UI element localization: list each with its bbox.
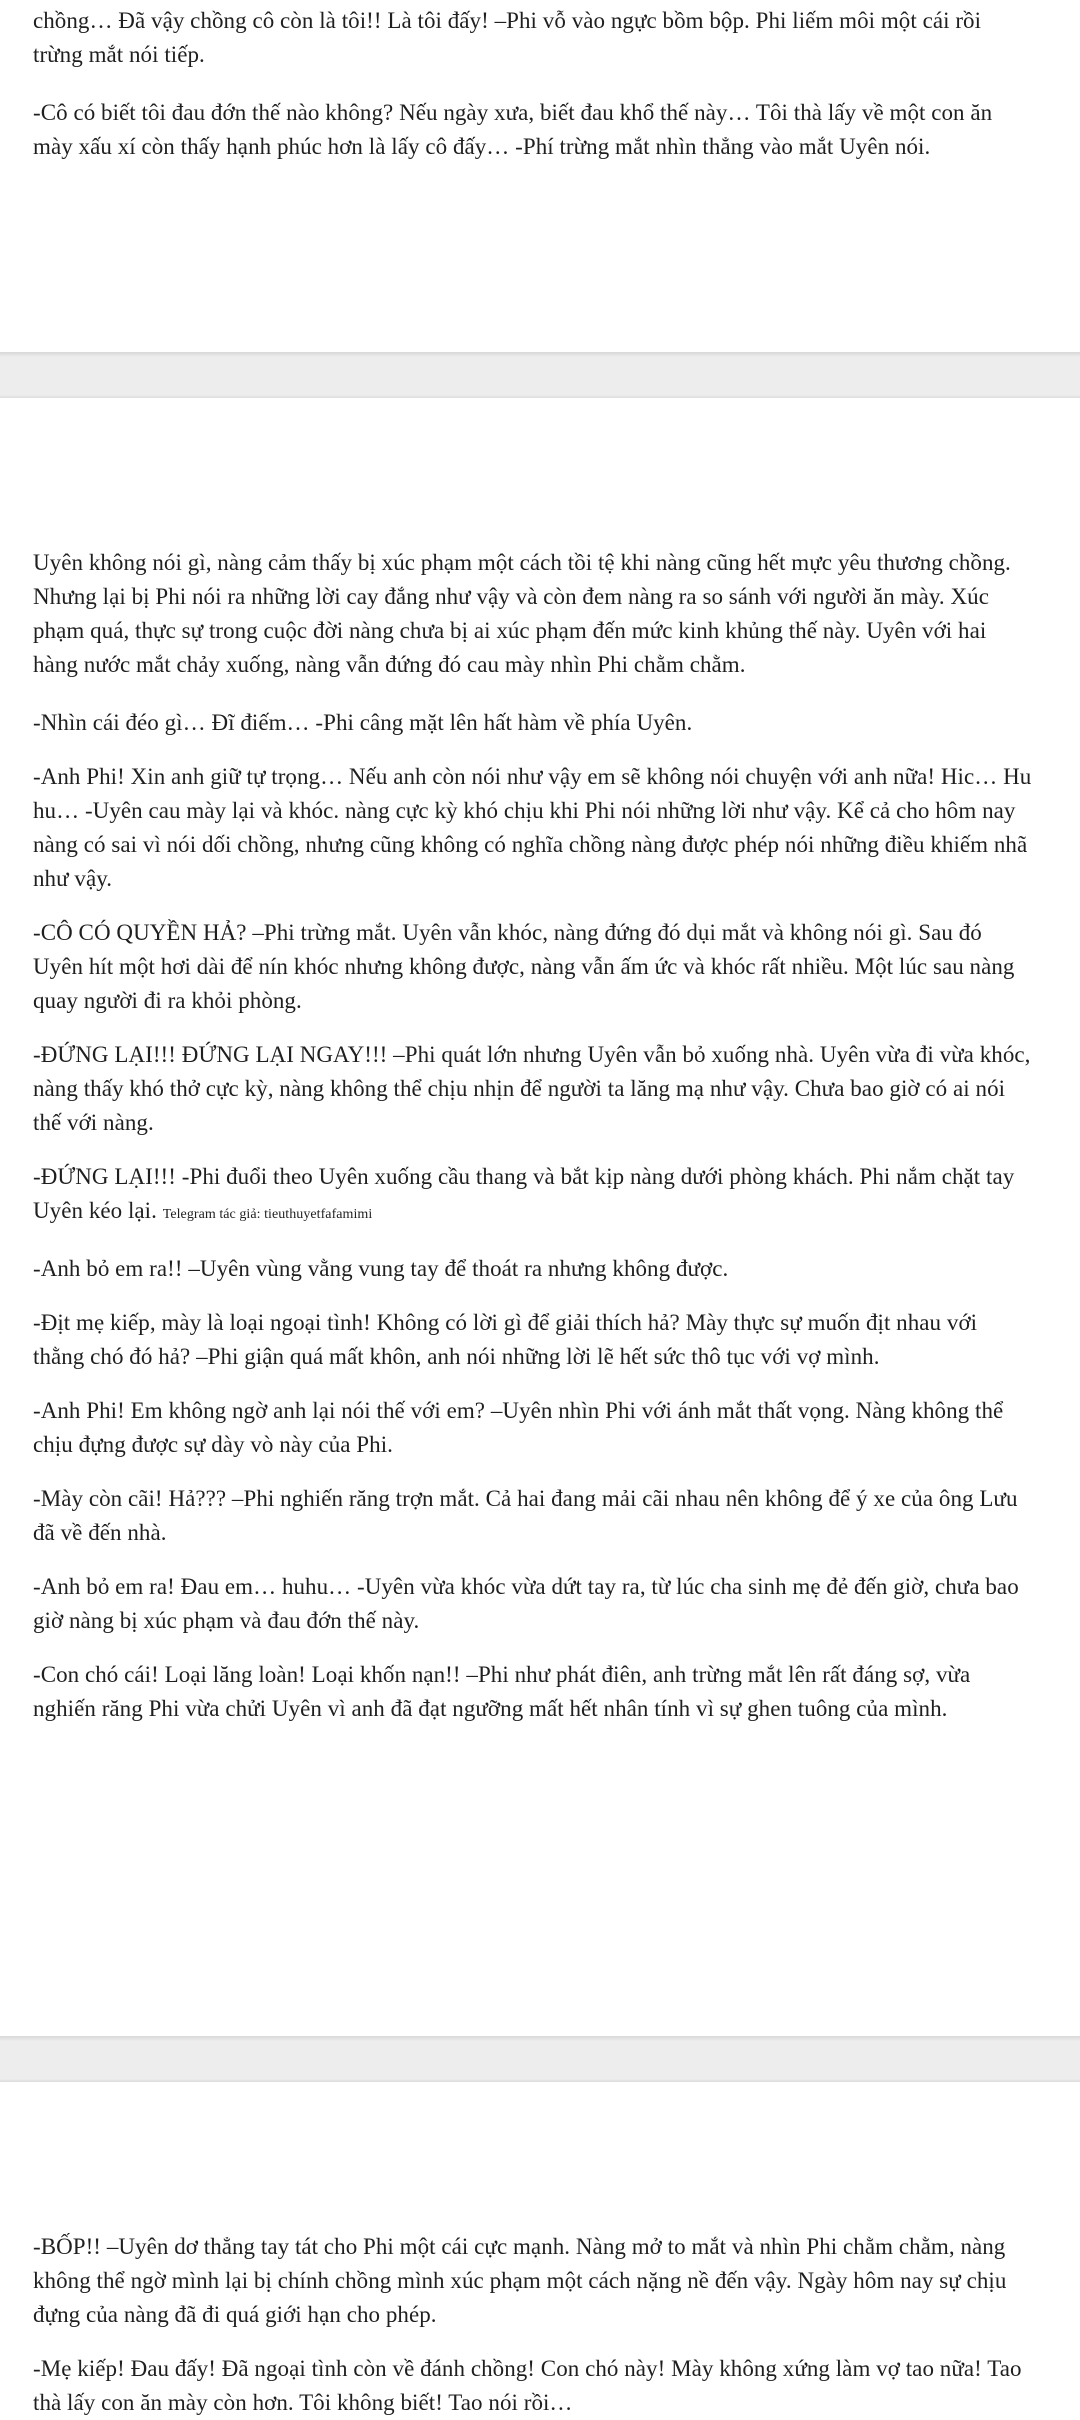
paragraph: -Anh Phi! Xin anh giữ tự trọng… Nếu anh còn nói như vậy em sẽ không nói chuyện với anh nữa! Hic… Hu hu… -Uyên cau mày lại và khóc. nàng cực kỳ khó chịu khi Phi nói những lời như vậy. Kể cả cho hôm nay nàng có sai vì nói dối chồng, nhưng cũng không có nghĩa chồng nàng được phép nói những điều khiếm nhã như vậy. (33, 764, 1032, 891)
paragraph: -Anh bỏ em ra!! –Uyên vùng vằng vung tay để thoát ra nhưng không được. (33, 1256, 729, 1281)
paragraph: -Nhìn cái đéo gì… Đĩ điếm… -Phi câng mặt lên hất hàm về phía Uyên. (33, 710, 693, 735)
page-separator (0, 352, 1080, 398)
paragraph: -Anh bỏ em ra! Đau em… huhu… -Uyên vừa khóc vừa dứt tay ra, từ lúc cha sinh mẹ đẻ đến giờ, chưa bao giờ nàng bị xúc phạm và đau đớn thế này. (33, 1574, 1019, 1633)
paragraph: -Mẹ kiếp! Đau đấy! Đã ngoại tình còn về đánh chồng! Con chó này! Mày không xứng làm vợ tao nữa! Tao thà lấy con ăn mày còn hơn. Tôi không biết! Tao nói rồi… (33, 2356, 1022, 2415)
page-separator (0, 2036, 1080, 2082)
paragraph: -Địt mẹ kiếp, mày là loại ngoại tình! Không có lời gì để giải thích hả? Mày thực sự muốn địt nhau với thằng chó đó hả? –Phi giận quá mất khôn, anh nói những lời lẽ hết sức thô tục với vợ mình. (33, 1310, 978, 1369)
paragraph: -BỐP!! –Uyên dơ thẳng tay tát cho Phi một cái cực mạnh. Nàng mở to mắt và nhìn Phi chằm chằm, nàng không thể ngờ mình lại bị chính chồng mình xúc phạm một cách nặng nề đến vậy. Ngày hôm nay sự chịu đựng của nàng đã đi quá giới hạn cho phép. (33, 2234, 1007, 2327)
paragraph: -CÔ CÓ QUYỀN HẢ? –Phi trừng mắt. Uyên vẫn khóc, nàng đứng đó dụi mắt và không nói gì. Sau đó Uyên hít một hơi dài để nín khóc nhưng không được, nàng vẫn ấm ức và khóc rất nhiều. Một lúc sau nàng quay người đi ra khỏi phòng. (33, 920, 1015, 1013)
telegram-note: Telegram tác giả: tieuthuyetfafamimi (162, 1207, 373, 1222)
paragraph-text: -ĐỨNG LẠI!!! -Phi đuổi theo Uyên xuống cầu thang và bắt kịp nàng dưới phòng khách. Phi nắm chặt tay Uyên kéo lại. (33, 1164, 1015, 1223)
document-page-2 (0, 398, 1080, 2036)
paragraph: Uyên không nói gì, nàng cảm thấy bị xúc phạm một cách tồi tệ khi nàng cũng hết mực yêu thương chồng. Nhưng lại bị Phi nói ra những lời cay đắng như vậy và còn đem nàng ra so sánh với người ăn mày. Xúc phạm quá, thực sự trong cuộc đời nàng chưa bị ai xúc phạm đến mức kinh khủng thế này. Uyên với hai hàng nước mắt chảy xuống, nàng vẫn đứng đó cau mày nhìn Phi chằm chằm. (33, 550, 1011, 677)
document-page-1 (0, 0, 1080, 352)
paragraph: -Cô có biết tôi đau đớn thế nào không? Nếu ngày xưa, biết đau khổ thế này… Tôi thà lấy về một con ăn mày xấu xí còn thấy hạnh phúc hơn là lấy cô đấy… -Phí trừng mắt nhìn thẳng vào mắt Uyên nói. (33, 100, 993, 159)
paragraph: -Con chó cái! Loại lăng loàn! Loại khốn nạn!! –Phi như phát điên, anh trừng mắt lên rất đáng sợ, vừa nghiến răng Phi vừa chửi Uyên vì anh đã đạt ngưỡng mất hết nhân tính vì sự ghen tuông của mình. (33, 1662, 971, 1721)
paragraph: -ĐỨNG LẠI!!! ĐỨNG LẠI NGAY!!! –Phi quát lớn nhưng Uyên vẫn bỏ xuống nhà. Uyên vừa đi vừa khóc, nàng thấy khó thở cực kỳ, nàng không thể chịu nhịn để người ta lăng mạ như vậy. Chưa bao giờ có ai nói thế với nàng. (33, 1042, 1031, 1135)
paragraph: -Anh Phi! Em không ngờ anh lại nói thế với em? –Uyên nhìn Phi với ánh mắt thất vọng. Nàng không thể chịu đựng được sự dày vò này của Phi. (33, 1398, 1004, 1457)
paragraph-with-note (33, 1160, 1033, 1232)
paragraph: chồng… Đã vậy chồng cô còn là tôi!! Là tôi đấy! –Phi vỗ vào ngực bồm bộp. Phi liếm môi một cái rồi trừng mắt nói tiếp. (33, 8, 982, 67)
paragraph: -Mày còn cãi! Hả??? –Phi nghiến răng trợn mắt. Cả hai đang mải cãi nhau nên không để ý xe của ông Lưu đã về đến nhà. (33, 1486, 1018, 1545)
document-page-3 (0, 2082, 1080, 2415)
